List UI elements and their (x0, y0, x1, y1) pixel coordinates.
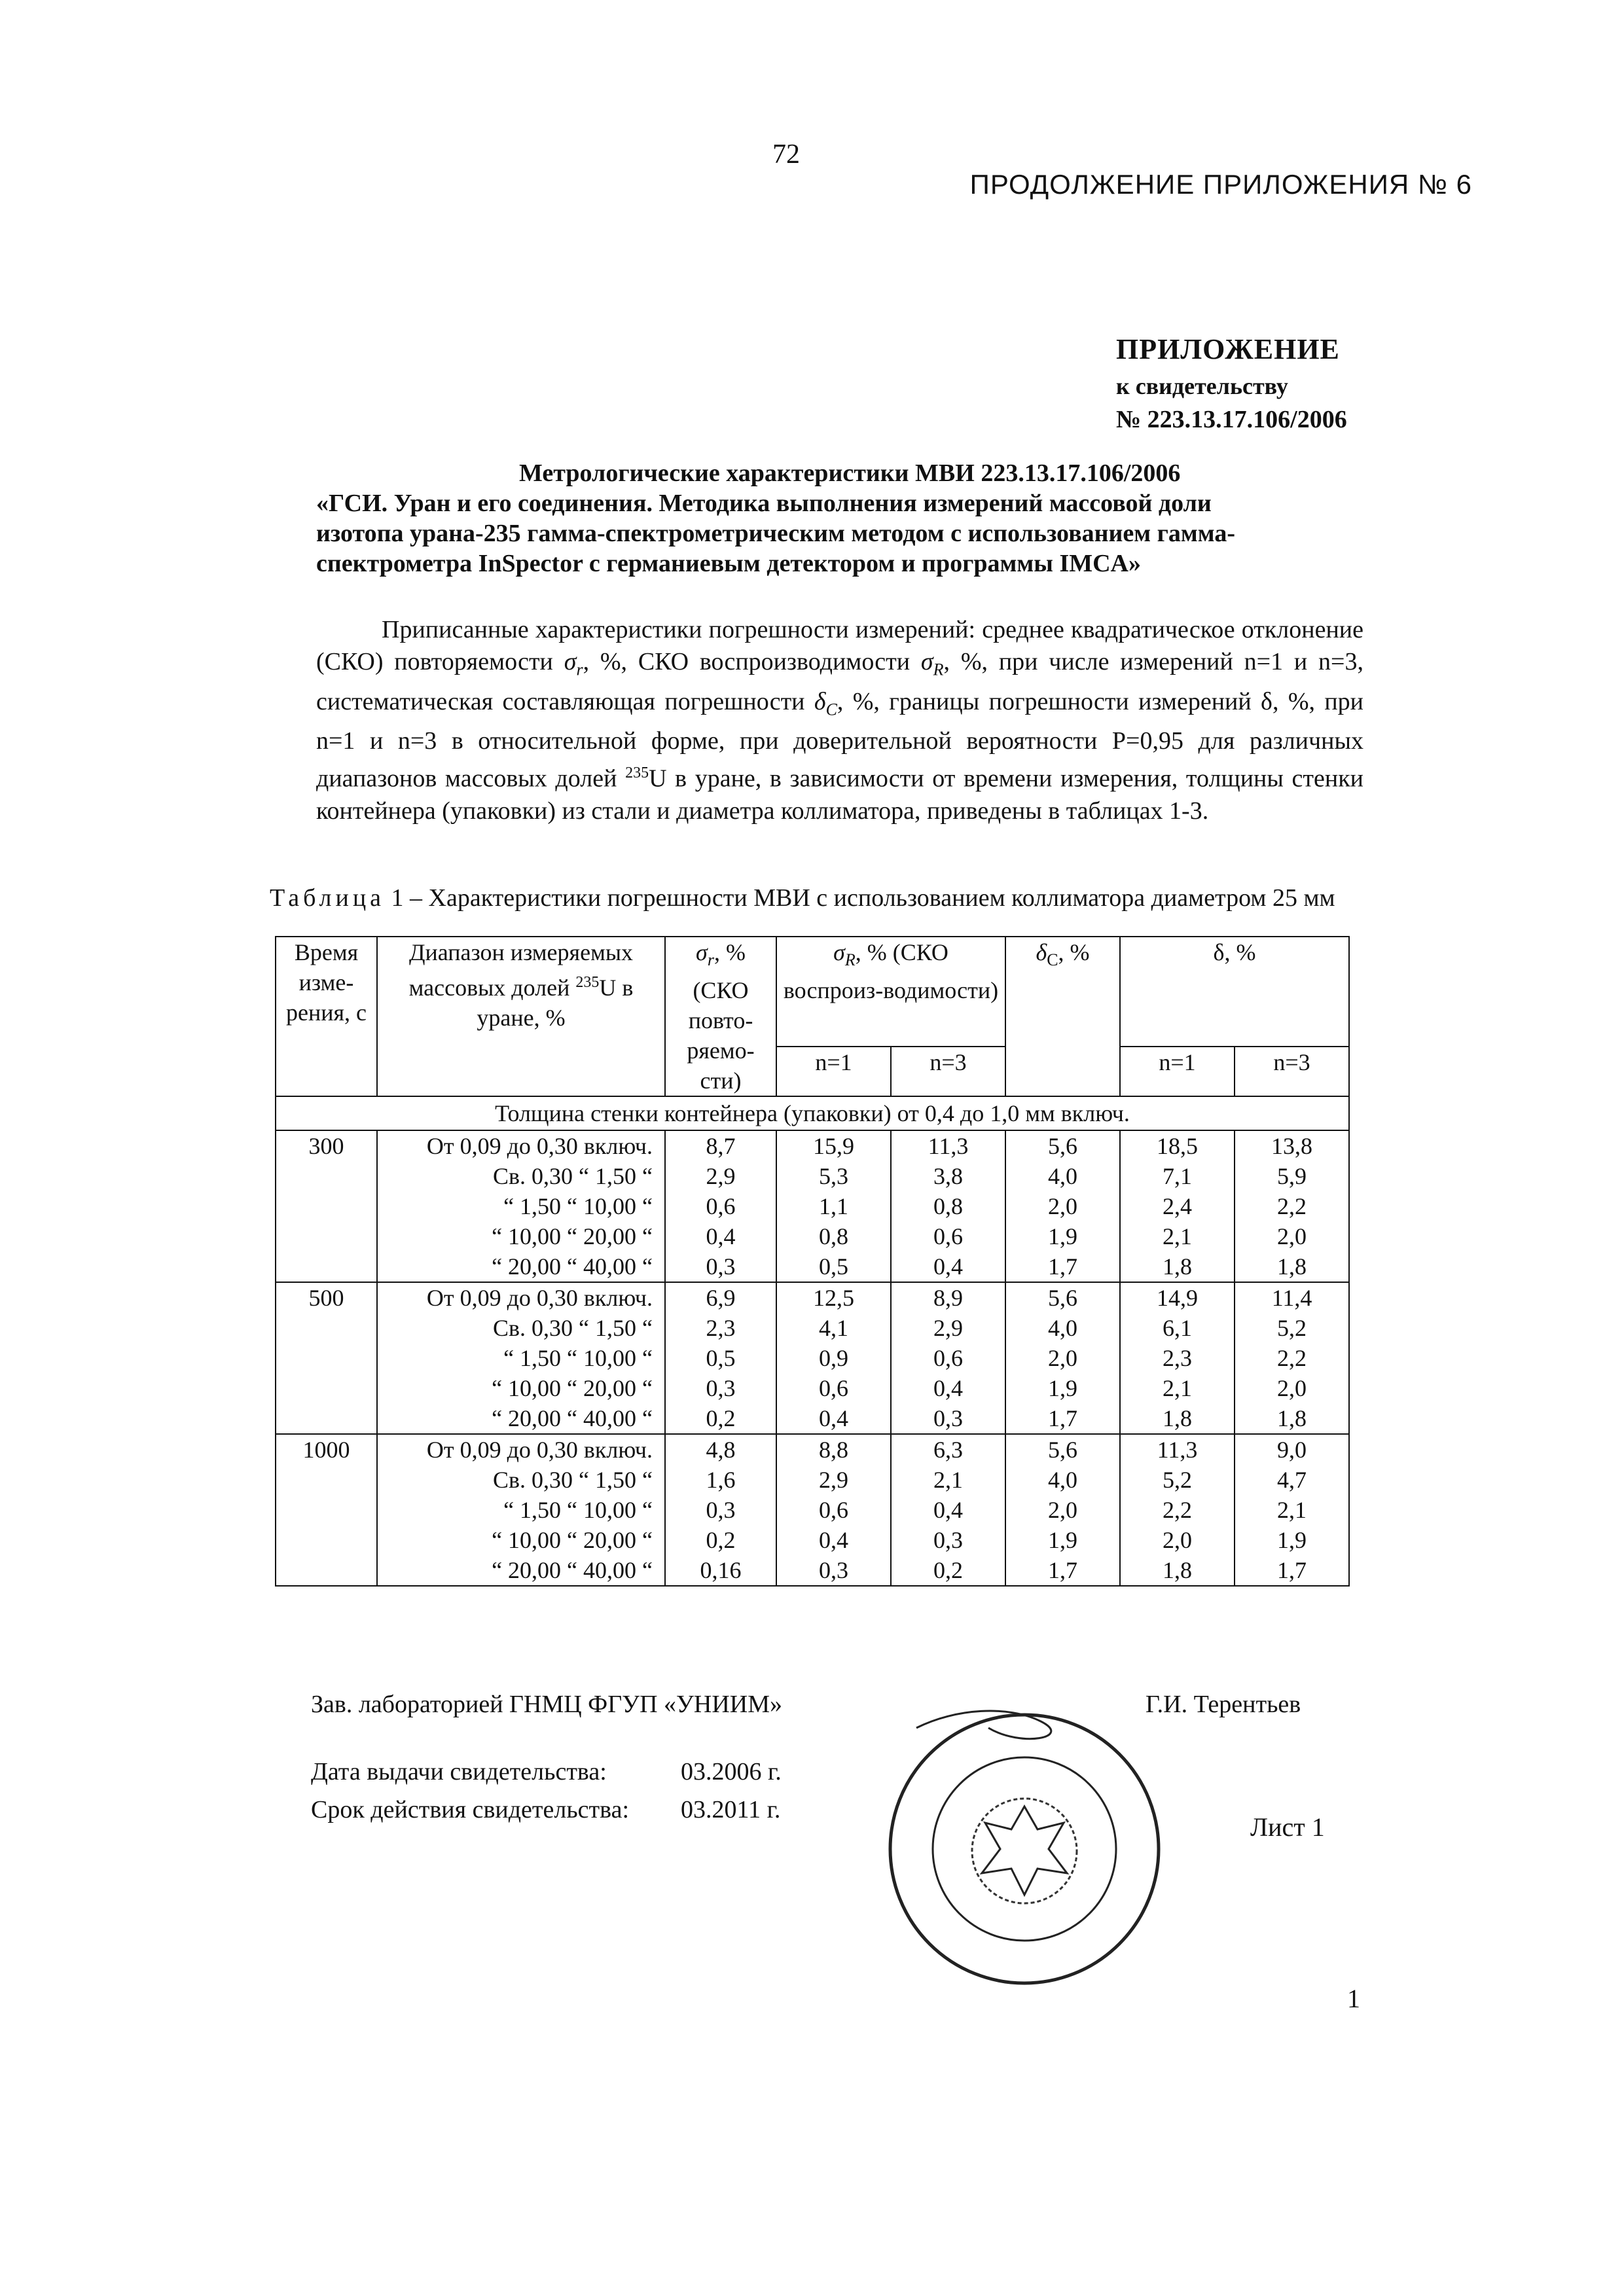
time-cell: 300 (276, 1130, 377, 1282)
sigma-R-n1-cell: 12,5 4,1 0,9 0,6 0,4 (776, 1282, 891, 1434)
time-cell: 500 (276, 1282, 377, 1434)
lab-head-title: Зав. лабораторией ГНМЦ ФГУП «УНИИМ» (311, 1691, 783, 1718)
validity-value: 03.2011 г. (681, 1796, 781, 1823)
corner-mark: 1 (1347, 1984, 1360, 2013)
isotope-superscript: 235 (625, 764, 649, 782)
table-caption-text: 1 – Характеристики погрешности МВИ с использованием коллиматора диаметром 25 мм (391, 884, 1335, 912)
intro-text: , %, при числе измерений n=1 и n=3, систематическая составляющая погрешности (316, 648, 1363, 715)
continuation-header: ПРОДОЛЖЕНИЕ ПРИЛОЖЕНИЯ № 6 (969, 169, 1472, 200)
col-header-delta: δ, % (1120, 937, 1349, 1047)
issue-date-label: Дата выдачи свидетельства: (311, 1758, 607, 1785)
document-title (316, 458, 1363, 579)
certificate-dates (311, 1753, 782, 1829)
col-header-time: Время изме-рения, с (276, 937, 377, 1096)
title-line: изотопа урана-235 гамма-спектрометрическим методом с использованием гамма- (316, 520, 1236, 547)
intro-text: Приписанные характеристики погрешности измерений: среднее квадратическое отклонение (СКО) повторяемости (316, 616, 1363, 675)
range-cell: От 0,09 до 0,30 включ. Св. 0,30 “ 1,50 “ “ 1,50 “ 10,00 “ “ 10,00 “ 20,00 “ “ 20,00 “ 40,00 “ (377, 1130, 665, 1282)
col-header-delta-c: $\delta_C$, % (1005, 937, 1120, 1096)
subheader-n1: n=1 (1120, 1047, 1235, 1096)
sigma-r-cell: 6,9 2,3 0,5 0,3 0,2 (665, 1282, 776, 1434)
title-line: «ГСИ. Уран и его соединения. Методика выполнения измерений массовой доли (316, 490, 1212, 517)
col-header-sigma-R: $\sigma_R$, % (СКО воспроиз-водимости) (776, 937, 1005, 1047)
title-line: Метрологические характеристики МВИ 223.13.17.106/2006 (519, 459, 1181, 487)
delta-n1-cell: 14,9 6,1 2,3 2,1 1,8 (1120, 1282, 1235, 1434)
table-caption-word: Таблица (270, 884, 386, 912)
official-seal (877, 1702, 1172, 1996)
lab-head-name: Г.И. Терентьев (1146, 1691, 1301, 1718)
intro-paragraph (316, 614, 1363, 827)
seal-inner-ring (933, 1757, 1116, 1941)
eagle-emblem-icon (982, 1806, 1067, 1895)
sigma-r-cell: 4,8 1,6 0,3 0,2 0,16 (665, 1434, 776, 1586)
appendix-subtitle: к свидетельству (1116, 373, 1288, 399)
appendix-number: № 223.13.17.106/2006 (1116, 406, 1347, 433)
table-row (276, 1130, 1349, 1282)
sigma-R-n3-cell: 8,9 2,9 0,6 0,4 0,3 (891, 1282, 1005, 1434)
sigma-r-cell: 8,7 2,9 0,6 0,4 0,3 (665, 1130, 776, 1282)
range-cell: От 0,09 до 0,30 включ. Св. 0,30 “ 1,50 “ “ 1,50 “ 10,00 “ “ 10,00 “ 20,00 “ “ 20,00 “ 40,00 “ (377, 1282, 665, 1434)
sheet-label: Лист 1 (1250, 1812, 1325, 1842)
appendix-block (1116, 332, 1347, 434)
range-cell: От 0,09 до 0,30 включ. Св. 0,30 “ 1,50 “ “ 1,50 “ 10,00 “ “ 10,00 “ 20,00 “ “ 20,00 “ 40,00 “ (377, 1434, 665, 1586)
subheader-n3: n=3 (891, 1047, 1005, 1096)
table-caption (270, 884, 1363, 913)
delta-c-symbol: $\delta_C$ (814, 687, 837, 719)
issue-date-value: 03.2006 г. (681, 1758, 782, 1785)
title-line: спектрометра InSpector с германиевым детектором и программы IMCA» (316, 550, 1141, 577)
subheader-n1: n=1 (776, 1047, 891, 1096)
validity-label: Срок действия свидетельства: (311, 1796, 630, 1823)
sigma-R-n3-cell: 6,3 2,1 0,4 0,3 0,2 (891, 1434, 1005, 1586)
seal-outer-ring (890, 1715, 1159, 1983)
page-number: 72 (772, 139, 800, 170)
intro-text: , %, границы погрешности измерений δ, %, при n=1 и n=3 в относительной форме, при доверительной вероятности P=0,95 для различных диапазонов массовых долей (316, 687, 1364, 793)
col-header-range: Диапазон измеряемых массовых долей $^{235}$U в уране, % (377, 937, 665, 1096)
characteristics-table (275, 936, 1350, 1587)
appendix-title: ПРИЛОЖЕНИЕ (1116, 333, 1340, 365)
time-cell: 1000 (276, 1434, 377, 1586)
subheader-n3: n=3 (1235, 1047, 1349, 1096)
delta-n1-cell: 18,5 7,1 2,4 2,1 1,8 (1120, 1130, 1235, 1282)
delta-n1-cell: 11,3 5,2 2,2 2,0 1,8 (1120, 1434, 1235, 1586)
sigma-R-n1-cell: 8,8 2,9 0,6 0,4 0,3 (776, 1434, 891, 1586)
intro-text: , %, СКО воспроизводимости (583, 648, 911, 675)
intro-text: U в уране, в зависимости от времени измерения, толщины стенки контейнера (упаковки) из стали и диаметра коллиматора, приведены в таблицах 1-3. (316, 764, 1364, 825)
delta-n3-cell: 9,0 4,7 2,1 1,9 1,7 (1235, 1434, 1349, 1586)
sigma-R-symbol: $\sigma_R$ (920, 648, 944, 679)
delta-c-cell: 5,6 4,0 2,0 1,9 1,7 (1005, 1130, 1120, 1282)
delta-c-cell: 5,6 4,0 2,0 1,9 1,7 (1005, 1282, 1120, 1434)
col-header-sigma-r: $\sigma_r$, % (СКО повто-ряемо-сти) (665, 937, 776, 1096)
sigma-r-symbol: $\sigma_r$ (564, 648, 583, 679)
table-row (276, 1434, 1349, 1586)
sigma-R-n1-cell: 15,9 5,3 1,1 0,8 0,5 (776, 1130, 891, 1282)
delta-n3-cell: 13,8 5,9 2,2 2,0 1,8 (1235, 1130, 1349, 1282)
sigma-R-n3-cell: 11,3 3,8 0,8 0,6 0,4 (891, 1130, 1005, 1282)
table-row (276, 1282, 1349, 1434)
delta-n3-cell: 11,4 5,2 2,2 2,0 1,8 (1235, 1282, 1349, 1434)
delta-c-cell: 5,6 4,0 2,0 1,9 1,7 (1005, 1434, 1120, 1586)
section-title: Толщина стенки контейнера (упаковки) от 0,4 до 1,0 мм включ. (276, 1096, 1349, 1130)
seal-emblem (972, 1799, 1077, 1903)
